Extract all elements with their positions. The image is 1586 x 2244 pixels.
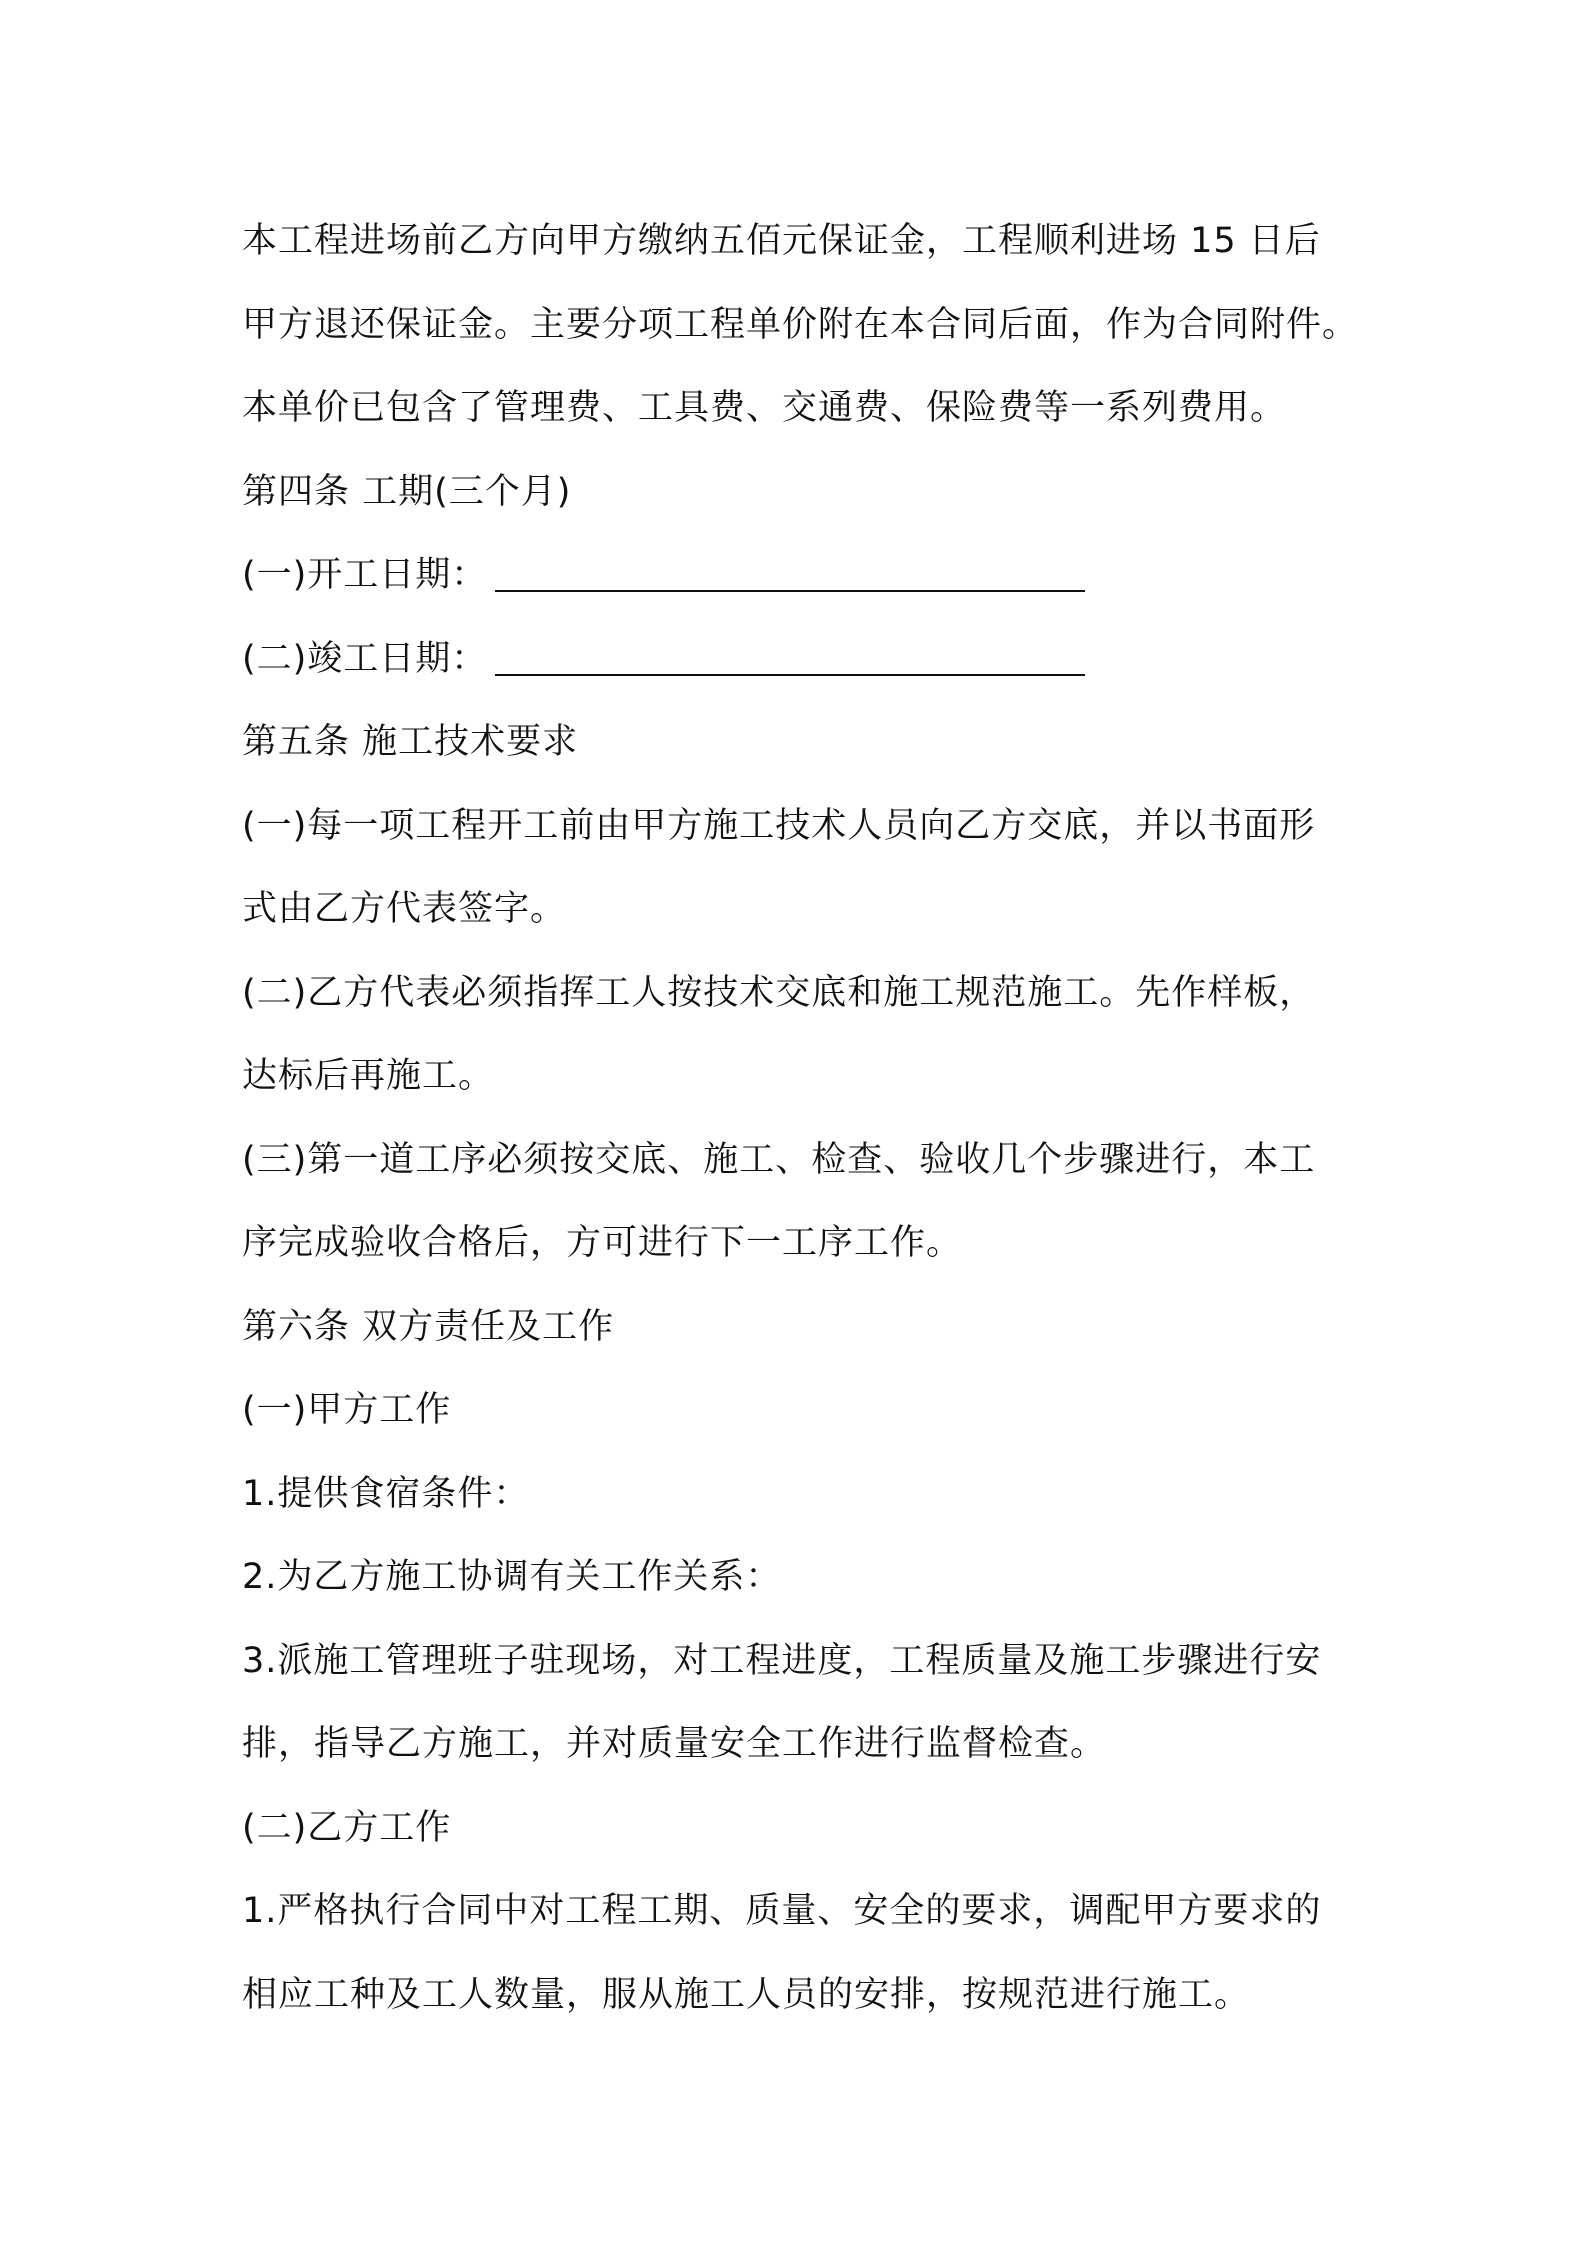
paragraph-line: 达标后再施工。 — [242, 1056, 495, 1096]
paragraph-line: (二)乙方代表必须指挥工人按技术交底和施工规范施工。先作样板， — [242, 972, 1316, 1013]
paragraph-line: 式由乙方代表签字。 — [242, 889, 567, 929]
completion-date-line — [242, 618, 1362, 702]
list-item: 2.为乙方施工协调有关工作关系： — [242, 1557, 782, 1597]
article-heading: 第五条 施工技术要求 — [242, 722, 579, 762]
paragraph-line: 相应工种及工人数量，服从施工人员的安排，按规范进行施工。 — [242, 1974, 1251, 2015]
paragraph-line: (一)每一项工程开工前由甲方施工技术人员向乙方交底，并以书面形 — [242, 805, 1316, 846]
section-heading: (一)甲方工作 — [242, 1390, 452, 1430]
article-heading: 第四条 工期(三个月) — [242, 471, 572, 512]
list-item: 1.严格执行合同中对工程工期、质量、安全的要求，调配甲方要求的 — [242, 1891, 1322, 1931]
article-heading: 第六条 双方责任及工作 — [242, 1306, 615, 1347]
list-item: 3.派施工管理班子驻现场，对工程进度，工程质量及施工步骤进行安 — [242, 1640, 1322, 1681]
completion-date-blank — [495, 674, 1085, 676]
paragraph-line: 甲方退还保证金。主要分项工程单价附在本合同后面，作为合同附件。 — [242, 304, 1359, 345]
list-item: 1.提供食宿条件： — [242, 1473, 530, 1514]
paragraph-line: 本单价已包含了管理费、工具费、交通费、保险费等一系列费用。 — [242, 388, 1287, 428]
start-date-line — [242, 534, 1362, 618]
section-heading: (二)乙方工作 — [242, 1807, 452, 1848]
paragraph-line: 排，指导乙方施工，并对质量安全工作进行监督检查。 — [242, 1724, 1107, 1764]
start-date-label: (一)开工日期： — [242, 555, 488, 595]
document-body — [242, 200, 1362, 2037]
paragraph-line: 本工程进场前乙方向甲方缴纳五佰元保证金，工程顺利进场 15 日后 — [242, 221, 1321, 261]
paragraph-line: (三)第一道工序必须按交底、施工、检查、验收几个步骤进行，本工 — [242, 1139, 1316, 1180]
start-date-blank — [495, 590, 1085, 592]
completion-date-label: (二)竣工日期： — [242, 638, 488, 679]
paragraph-line: 序完成验收合格后，方可进行下一工序工作。 — [242, 1223, 963, 1263]
